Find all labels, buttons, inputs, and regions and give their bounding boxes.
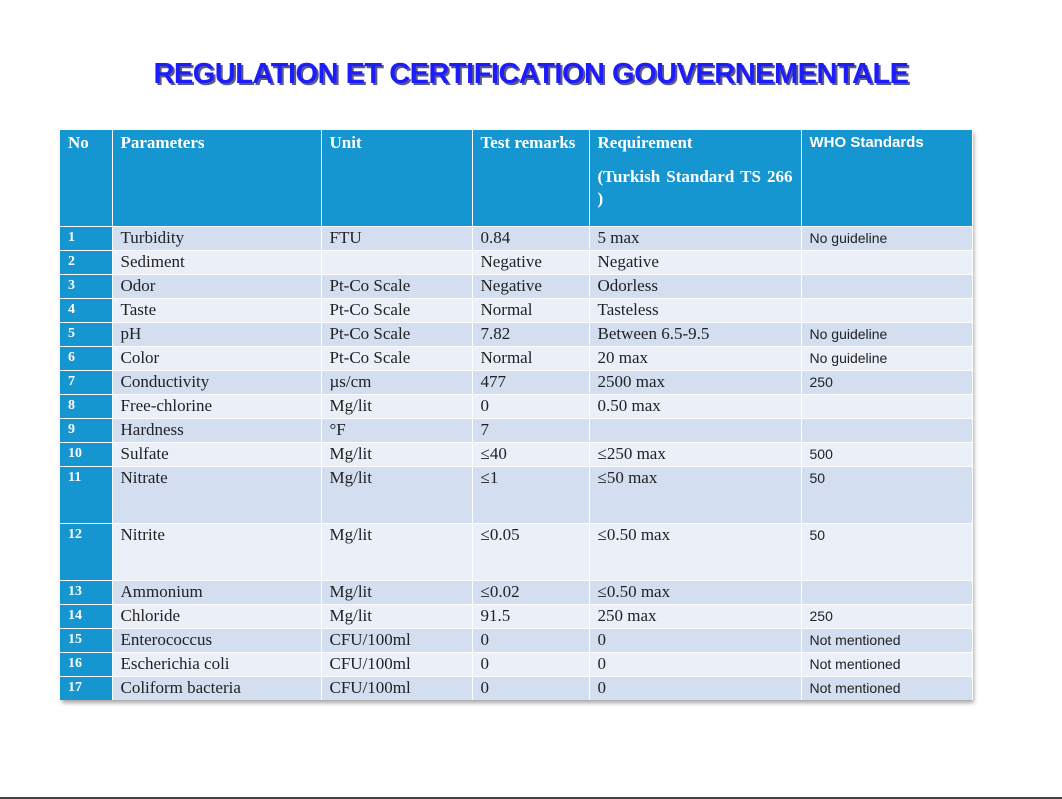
cell-requirement: Negative xyxy=(589,251,801,275)
cell-no: 16 xyxy=(60,653,112,677)
cell-requirement: Between 6.5-9.5 xyxy=(589,323,801,347)
cell-requirement: 0 xyxy=(589,653,801,677)
cell-parameter: Sulfate xyxy=(112,443,321,467)
cell-requirement: ≤250 max xyxy=(589,443,801,467)
cell-parameter: Free-chlorine xyxy=(112,395,321,419)
table-row xyxy=(60,299,972,323)
cell-unit: Pt-Co Scale xyxy=(321,323,472,347)
cell-parameter: Escherichia coli xyxy=(112,653,321,677)
cell-unit xyxy=(321,251,472,275)
cell-who-standard xyxy=(801,275,972,299)
cell-unit: FTU xyxy=(321,227,472,251)
table-body xyxy=(60,227,972,701)
cell-parameter: Nitrate xyxy=(112,467,321,524)
cell-test-remark: ≤1 xyxy=(472,467,589,524)
cell-requirement: 0.50 max xyxy=(589,395,801,419)
table-row xyxy=(60,443,972,467)
cell-who-standard: No guideline xyxy=(801,227,972,251)
cell-test-remark: 0 xyxy=(472,395,589,419)
table-row xyxy=(60,653,972,677)
cell-parameter: Coliform bacteria xyxy=(112,677,321,701)
cell-no: 9 xyxy=(60,419,112,443)
cell-test-remark: Negative xyxy=(472,275,589,299)
cell-requirement: ≤50 max xyxy=(589,467,801,524)
cell-requirement: ≤0.50 max xyxy=(589,524,801,581)
cell-no: 13 xyxy=(60,581,112,605)
cell-test-remark: 0 xyxy=(472,677,589,701)
cell-test-remark: 7.82 xyxy=(472,323,589,347)
cell-test-remark: 0 xyxy=(472,629,589,653)
cell-requirement: 2500 max xyxy=(589,371,801,395)
cell-who-standard xyxy=(801,299,972,323)
table-row xyxy=(60,251,972,275)
cell-test-remark: 91.5 xyxy=(472,605,589,629)
cell-requirement: 20 max xyxy=(589,347,801,371)
cell-requirement: Odorless xyxy=(589,275,801,299)
table-header xyxy=(60,130,972,227)
header-no: No xyxy=(60,130,112,227)
cell-test-remark: Negative xyxy=(472,251,589,275)
cell-parameter: Taste xyxy=(112,299,321,323)
cell-unit: Pt-Co Scale xyxy=(321,299,472,323)
cell-no: 12 xyxy=(60,524,112,581)
cell-no: 3 xyxy=(60,275,112,299)
table-row xyxy=(60,275,972,299)
cell-no: 17 xyxy=(60,677,112,701)
cell-unit: °F xyxy=(321,419,472,443)
cell-who-standard xyxy=(801,251,972,275)
table-row xyxy=(60,467,972,524)
cell-no: 8 xyxy=(60,395,112,419)
header-unit: Unit xyxy=(321,130,472,227)
cell-test-remark: Normal xyxy=(472,347,589,371)
cell-parameter: Odor xyxy=(112,275,321,299)
cell-unit: Mg/lit xyxy=(321,443,472,467)
slide-title: REGULATION ET CERTIFICATION GOUVERNEMENTALE xyxy=(153,58,909,90)
table-row xyxy=(60,677,972,701)
cell-who-standard: 250 xyxy=(801,371,972,395)
cell-parameter: Hardness xyxy=(112,419,321,443)
table-row xyxy=(60,524,972,581)
cell-who-standard: 50 xyxy=(801,467,972,524)
cell-no: 1 xyxy=(60,227,112,251)
table-row xyxy=(60,581,972,605)
cell-parameter: Chloride xyxy=(112,605,321,629)
table-row xyxy=(60,629,972,653)
cell-test-remark: ≤0.05 xyxy=(472,524,589,581)
cell-parameter: Turbidity xyxy=(112,227,321,251)
cell-no: 7 xyxy=(60,371,112,395)
cell-who-standard: 50 xyxy=(801,524,972,581)
cell-parameter: Sediment xyxy=(112,251,321,275)
cell-test-remark: 477 xyxy=(472,371,589,395)
cell-unit: CFU/100ml xyxy=(321,629,472,653)
cell-parameter: Enterococcus xyxy=(112,629,321,653)
cell-who-standard: 500 xyxy=(801,443,972,467)
cell-requirement: 5 max xyxy=(589,227,801,251)
cell-test-remark: ≤0.02 xyxy=(472,581,589,605)
cell-no: 4 xyxy=(60,299,112,323)
header-row xyxy=(60,130,972,227)
cell-unit: CFU/100ml xyxy=(321,653,472,677)
cell-test-remark: ≤40 xyxy=(472,443,589,467)
cell-no: 15 xyxy=(60,629,112,653)
cell-no: 14 xyxy=(60,605,112,629)
cell-who-standard: No guideline xyxy=(801,323,972,347)
table-row xyxy=(60,227,972,251)
cell-requirement: 0 xyxy=(589,677,801,701)
cell-parameter: Color xyxy=(112,347,321,371)
cell-unit: Mg/lit xyxy=(321,467,472,524)
water-quality-table xyxy=(60,130,973,700)
cell-who-standard: Not mentioned xyxy=(801,653,972,677)
cell-unit: Mg/lit xyxy=(321,395,472,419)
cell-who-standard: Not mentioned xyxy=(801,677,972,701)
table-row xyxy=(60,395,972,419)
header-requirement xyxy=(589,130,801,227)
cell-requirement: Tasteless xyxy=(589,299,801,323)
water-quality-table-wrapper xyxy=(60,130,972,700)
table-row xyxy=(60,605,972,629)
cell-parameter: Ammonium xyxy=(112,581,321,605)
cell-who-standard: Not mentioned xyxy=(801,629,972,653)
cell-requirement: 0 xyxy=(589,629,801,653)
cell-parameter: pH xyxy=(112,323,321,347)
cell-requirement: 250 max xyxy=(589,605,801,629)
cell-unit: Mg/lit xyxy=(321,605,472,629)
cell-no: 6 xyxy=(60,347,112,371)
cell-who-standard: No guideline xyxy=(801,347,972,371)
cell-unit: Pt-Co Scale xyxy=(321,275,472,299)
cell-unit: Pt-Co Scale xyxy=(321,347,472,371)
cell-who-standard: 250 xyxy=(801,605,972,629)
cell-who-standard xyxy=(801,395,972,419)
cell-unit: CFU/100ml xyxy=(321,677,472,701)
cell-who-standard xyxy=(801,581,972,605)
cell-unit: µs/cm xyxy=(321,371,472,395)
cell-test-remark: Normal xyxy=(472,299,589,323)
cell-who-standard xyxy=(801,419,972,443)
table-row xyxy=(60,419,972,443)
header-requirement-title: Requirement xyxy=(597,133,693,152)
cell-test-remark: 0.84 xyxy=(472,227,589,251)
cell-requirement: ≤0.50 max xyxy=(589,581,801,605)
cell-test-remark: 7 xyxy=(472,419,589,443)
cell-test-remark: 0 xyxy=(472,653,589,677)
cell-no: 11 xyxy=(60,467,112,524)
cell-requirement xyxy=(589,419,801,443)
header-requirement-standard: (Turkish Standard TS 266 ) xyxy=(597,167,793,208)
header-who-standards: WHO Standards xyxy=(801,130,972,227)
header-test-remarks: Test remarks xyxy=(472,130,589,227)
header-parameters: Parameters xyxy=(112,130,321,227)
table-row xyxy=(60,371,972,395)
cell-parameter: Nitrite xyxy=(112,524,321,581)
cell-parameter: Conductivity xyxy=(112,371,321,395)
cell-unit: Mg/lit xyxy=(321,524,472,581)
table-row xyxy=(60,323,972,347)
table-row xyxy=(60,347,972,371)
cell-no: 2 xyxy=(60,251,112,275)
cell-no: 10 xyxy=(60,443,112,467)
cell-no: 5 xyxy=(60,323,112,347)
cell-unit: Mg/lit xyxy=(321,581,472,605)
